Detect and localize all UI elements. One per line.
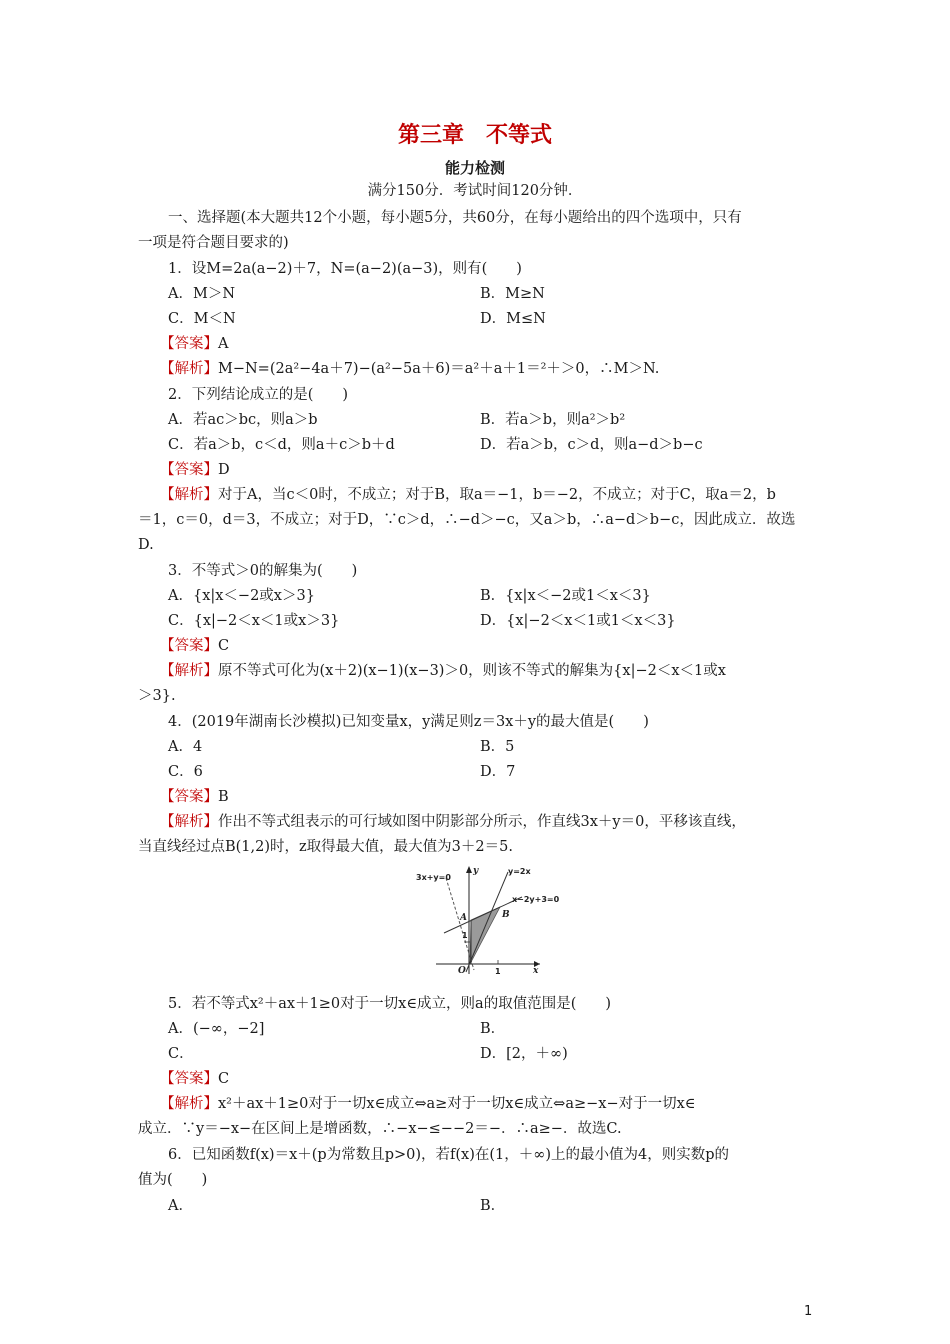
- q4-option-a: A．4: [168, 739, 203, 755]
- label-point-b: B: [502, 910, 510, 920]
- q1-option-d: D．M≤N: [480, 311, 546, 327]
- label-x-tick-1: 1: [495, 967, 501, 976]
- q4-stem: 4．(2019年湖南长沙模拟)已知变量x，y满足则z＝3x＋y的最大值是( ): [168, 714, 649, 730]
- answer-tag: 【答案】: [160, 336, 218, 352]
- answer-tag: 【答案】: [160, 1071, 218, 1087]
- q2-analysis-line2: ＝1，c＝0，d＝3，不成立；对于D，∵c＞d，∴−d＞−c，又a＞b，∴a−d＞b−c，因此成立．故选: [138, 512, 796, 528]
- q5-option-a: A．(−∞，−2]: [168, 1021, 265, 1037]
- q3-answer-value: C: [218, 638, 230, 654]
- analysis-tag: 【解析】: [160, 1096, 218, 1112]
- label-x2y3: x−2y+3=0: [512, 895, 560, 904]
- q2-answer-value: D: [218, 462, 230, 478]
- label-y2x: y=2x: [508, 867, 531, 876]
- label-origin: O: [458, 966, 466, 976]
- q3-option-a: A．{x|x＜−2或x＞3}: [168, 588, 315, 604]
- analysis-tag: 【解析】: [160, 814, 218, 830]
- q1-option-b: B．M≥N: [480, 286, 545, 302]
- q2-stem: 2．下列结论成立的是( ): [168, 387, 349, 403]
- analysis-tag: 【解析】: [160, 361, 218, 377]
- q5-stem: 5．若不等式x²＋ax＋1≥0对于一切x∈成立，则a的取值范围是( ): [168, 996, 612, 1012]
- q5-analysis-text: x²＋ax＋1≥0对于一切x∈成立⇔a≥对于一切x∈成立⇔a≥−x−对于一切x∈: [218, 1096, 696, 1112]
- label-x-axis: x: [533, 966, 539, 976]
- answer-tag: 【答案】: [160, 789, 218, 805]
- q2-analysis: [160, 485, 776, 505]
- q1-option-c: C．M＜N: [168, 311, 236, 327]
- q2-option-a: A．若ac＞bc，则a＞b: [168, 412, 318, 428]
- q2-analysis-line3: D.: [138, 537, 154, 553]
- q3-option-d: D．{x|−2＜x＜1或1＜x＜3}: [480, 613, 676, 629]
- q5-option-c: C．: [168, 1046, 194, 1062]
- answer-tag: 【答案】: [160, 638, 218, 654]
- label-point-a: A: [460, 913, 467, 923]
- q3-answer: [160, 636, 229, 656]
- q1-analysis-text: M−N=(2a²−4a＋7)−(a²−5a＋6)＝a²＋a＋1＝²＋＞0，∴M＞N.: [218, 361, 660, 377]
- q1-answer-value: A: [218, 336, 229, 352]
- q4-analysis: [160, 812, 746, 832]
- q5-answer-value: C: [218, 1071, 230, 1087]
- page-title: 第三章 不等式: [397, 123, 552, 148]
- page-number: 1: [804, 1304, 813, 1319]
- q6-stem-line2: 值为( ): [138, 1172, 208, 1188]
- q2-option-c: C．若a＞b，c＜d，则a＋c＞b＋d: [168, 437, 395, 453]
- q1-analysis: [160, 359, 659, 379]
- q2-answer: [160, 460, 230, 480]
- q5-analysis-line2: 成立．∵y＝−x−在区间上是增函数，∴−x−≤−−2＝−．∴a≥−．故选C.: [138, 1121, 622, 1137]
- q5-answer: [160, 1069, 229, 1089]
- label-3xy: 3x+y=0: [416, 873, 451, 882]
- q6-option-a: A．: [168, 1198, 193, 1214]
- q2-option-b: B．若a＞b，则a²＞b²: [480, 412, 626, 428]
- q3-option-c: C．{x|−2＜x＜1或x＞3}: [168, 613, 340, 629]
- q1-option-a: A．M＞N: [168, 286, 236, 302]
- q5-option-b: B．: [480, 1021, 506, 1037]
- q1-answer: [160, 334, 228, 354]
- q4-analysis-line2: 当直线经过点B(1,2)时，z取得最大值，最大值为3＋2＝5.: [138, 839, 513, 855]
- q3-stem: 3．不等式＞0的解集为( ): [168, 563, 358, 579]
- q2-option-d: D．若a＞b，c＞d，则a−d＞b−c: [480, 437, 703, 453]
- q4-analysis-text: 作出不等式组表示的可行域如图中阴影部分所示，作直线3x＋y＝0，平移该直线，: [218, 814, 746, 830]
- line-3x-y-0: [446, 878, 474, 970]
- q3-option-b: B．{x|x＜−2或1＜x＜3}: [480, 588, 651, 604]
- feasible-region-figure: [400, 860, 575, 978]
- page-subtitle: 能力检测: [444, 159, 505, 177]
- analysis-tag: 【解析】: [160, 487, 218, 503]
- q3-analysis: [160, 661, 726, 681]
- q3-analysis-text: 原不等式可化为(x＋2)(x−1)(x−3)＞0，则该不等式的解集为{x|−2＜x＜1或x: [218, 663, 726, 679]
- q4-answer: [160, 787, 229, 807]
- answer-tag: 【答案】: [160, 462, 218, 478]
- q4-answer-value: B: [218, 789, 229, 805]
- q1-stem: 1．设M=2a(a−2)＋7，N=(a−2)(a−3)，则有( ): [168, 261, 522, 277]
- analysis-tag: 【解析】: [160, 663, 218, 679]
- q4-option-d: D．7: [480, 764, 516, 780]
- label-y-tick-1: 1: [462, 931, 468, 940]
- exam-info: 满分150分．考试时间120分钟．: [367, 183, 583, 199]
- shaded-region: [470, 907, 500, 964]
- section-header-line2: 一项是符合题目要求的): [138, 235, 289, 251]
- q3-analysis-line2: ＞3}.: [138, 688, 176, 704]
- label-y-axis: y: [473, 866, 479, 876]
- section-header-line1: 一、选择题(本大题共12个小题，每小题5分，共60分，在每小题给出的四个选项中，只有: [168, 210, 742, 226]
- q4-option-b: B．5: [480, 739, 515, 755]
- y-axis-arrow: [466, 866, 472, 873]
- q2-analysis-text: 对于A，当c＜0时，不成立；对于B，取a＝−1，b＝−2，不成立；对于C，取a＝2，b: [218, 487, 776, 503]
- q6-stem: 6．已知函数f(x)＝x＋(p为常数且p>0)，若f(x)在(1，＋∞)上的最小值为4，则实数p的: [168, 1147, 729, 1163]
- q5-option-d: D．[2，＋∞): [480, 1046, 568, 1062]
- q4-option-c: C．6: [168, 764, 203, 780]
- q6-option-b: B．: [480, 1198, 506, 1214]
- q5-analysis: [160, 1094, 696, 1114]
